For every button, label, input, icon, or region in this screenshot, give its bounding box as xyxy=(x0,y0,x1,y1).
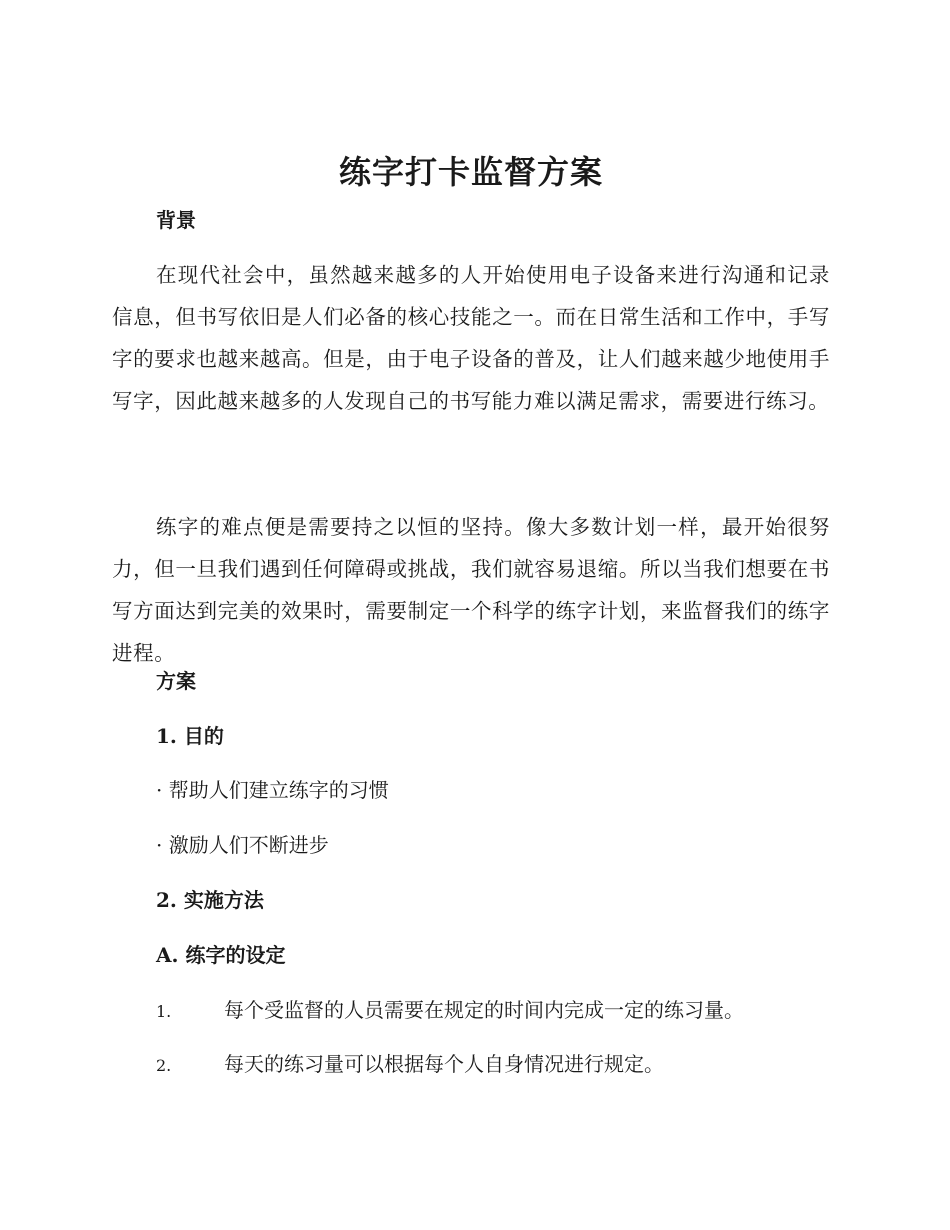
setting-item-2 xyxy=(156,1050,830,1080)
background-heading: 背景 xyxy=(156,208,196,232)
purpose-heading: 1. 目的 xyxy=(156,724,224,748)
setting-item-1 xyxy=(156,996,830,1026)
setting-item-text: 每天的练习量可以根据每个人自身情况进行规定。 xyxy=(224,1052,664,1076)
plan-heading: 方案 xyxy=(156,669,196,693)
document-title: 练字打卡监督方案 xyxy=(338,153,603,191)
background-paragraph-1: 在现代社会中，虽然越来越多的人开始使用电子设备来进行沟通和记录信息，但书写依旧是人们必备的核心技能之一。而在日常生活和工作中，手写字的要求也越来越高。但是，由于电子设备的普及，让人们越来越少地使用手写字，因此越来越多的人发现自己的书写能力难以满足需求，需要进行练习。 xyxy=(112,263,830,413)
setting-item-number: 2. xyxy=(156,1056,172,1075)
purpose-item-habit: · 帮助人们建立练字的习惯 xyxy=(156,778,389,802)
method-heading: 2. 实施方法 xyxy=(156,888,264,912)
background-paragraph-2: 练字的难点便是需要持之以恒的坚持。像大多数计划一样，最开始很努力，但一旦我们遇到任何障碍或挑战，我们就容易退缩。所以当我们想要在书写方面达到完美的效果时，需要制定一个科学的练字计划，来监督我们的练字进程。 xyxy=(112,515,830,665)
purpose-item-progress: · 激励人们不断进步 xyxy=(156,833,329,857)
setting-item-text: 每个受监督的人员需要在规定的时间内完成一定的练习量。 xyxy=(224,998,744,1022)
setting-item-number: 1. xyxy=(156,1002,172,1021)
setting-heading: A. 练字的设定 xyxy=(156,943,286,967)
